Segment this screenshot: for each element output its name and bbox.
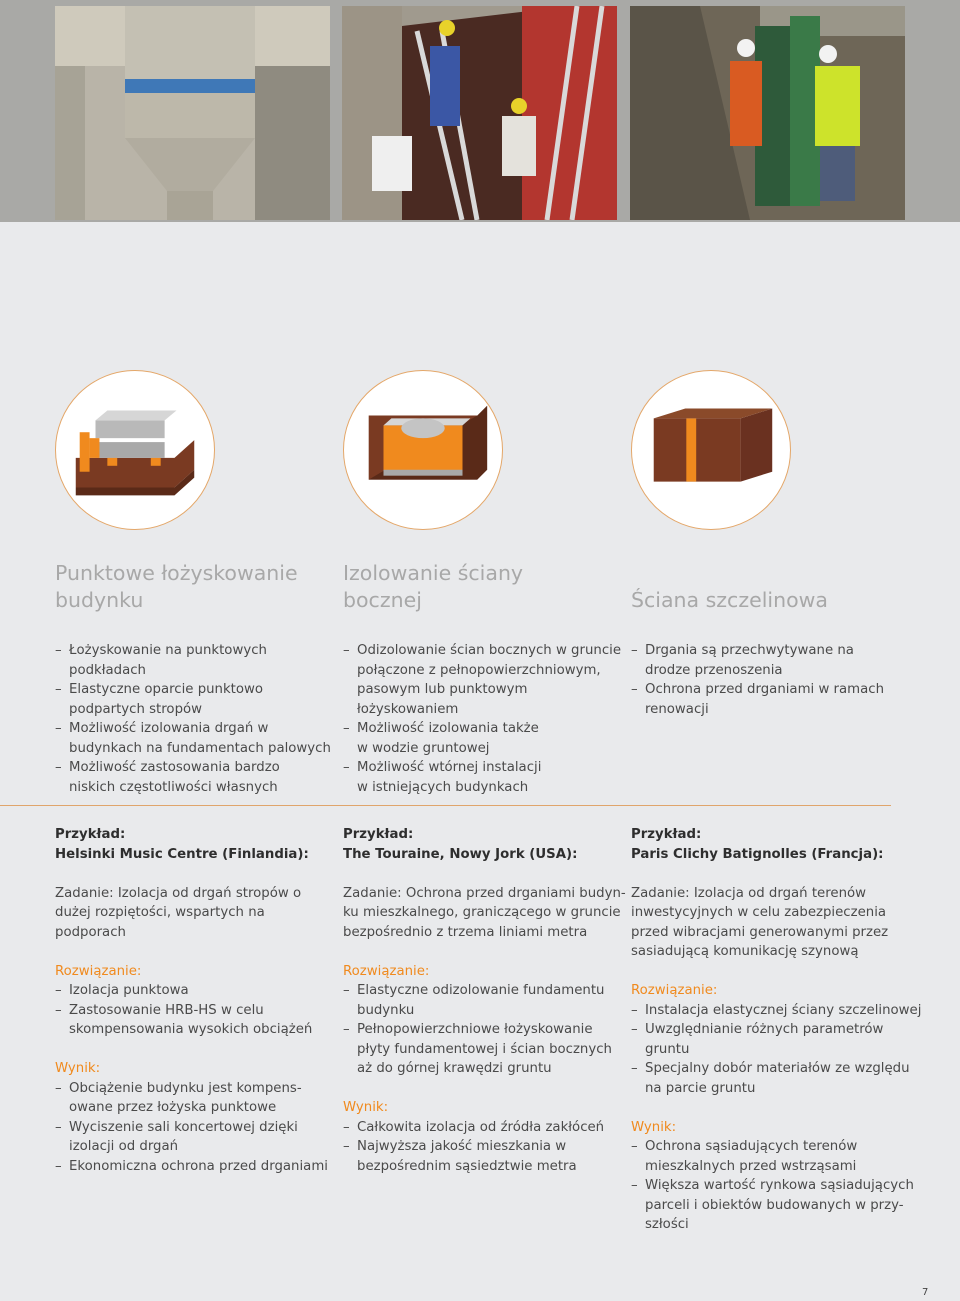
list-item: – Najwyższa jakość mieszkania w bezpośrednim sąsiedztwie metra: [343, 1137, 628, 1176]
column-side-wall: [343, 560, 628, 797]
list-item: – Ochrona przed drganiami w ramach renowacji: [631, 680, 916, 719]
page-number: 7: [922, 1287, 929, 1298]
example-helsinki: [55, 825, 340, 1176]
list-item: – Specjalny dobór materiałów ze względu na parcie gruntu: [631, 1059, 931, 1098]
list-item: – Odizolowanie ścian bocznych w gruncie połączone z pełnopowierzchniowym, pasowym lub punktowym łożyskowaniem: [343, 641, 628, 719]
example-label: Przykład:: [55, 827, 126, 842]
list-item: – Większa wartość rynkowa sąsiadujących parceli i obiektów budowanych w przy- szłości: [631, 1176, 931, 1235]
diagram-point-bearing: [55, 370, 215, 530]
column-heading: Punktowe łożyskowanie budynku: [55, 561, 298, 612]
solution-label: Rozwiązanie:: [631, 983, 718, 998]
photo-strip: [0, 0, 960, 222]
list-item: – Wyciszenie sali koncertowej dzięki izolacji od drgań: [55, 1118, 340, 1157]
list-item: – Obciążenie budynku jest kompens- owane przez łożyska punktowe: [55, 1079, 340, 1118]
result-list: [55, 1079, 340, 1177]
list-item: – Uwzględnianie różnych parametrów gruntu: [631, 1020, 931, 1059]
list-item: – Elastyczne oparcie punktowo podpartych stropów: [55, 680, 340, 719]
result-list: [343, 1118, 628, 1177]
example-title: The Touraine, Nowy Jork (USA):: [343, 846, 578, 862]
result-label: Wynik:: [55, 1061, 101, 1076]
diagram-slurry-wall: [631, 370, 791, 530]
diagram-side-wall: [343, 370, 503, 530]
example-label: Przykład:: [343, 827, 414, 842]
task-text: Zadanie: Izolacja od drgań stropów o dużej rozpiętości, wspartych na podporach: [55, 885, 302, 940]
example-title: Paris Clichy Batignolles (Francja):: [631, 846, 884, 862]
list-item: – Całkowita izolacja od źródła zakłóceń: [343, 1118, 628, 1138]
list-item: – Zastosowanie HRB-HS w celu skompensowania wysokich obciążeń: [55, 1001, 340, 1040]
list-item: – Łożyskowanie na punktowych podkładach: [55, 641, 340, 680]
result-label: Wynik:: [343, 1100, 389, 1115]
list-item: – Ochrona sąsiadujących terenów mieszkalnych przed wstrząsami: [631, 1137, 931, 1176]
column-heading: Ściana szczelinowa: [631, 588, 828, 612]
example-touraine: [343, 825, 628, 1176]
column-heading: Izolowanie ściany bocznej: [343, 561, 524, 612]
result-label: Wynik:: [631, 1119, 677, 1135]
column-point-bearing: [55, 560, 340, 797]
list-item: – Pełnopowierzchniowe łożyskowanie płyty fundamentowej i ścian bocznych aż do górnej krawędzi gruntu: [343, 1020, 628, 1079]
section-divider: [0, 805, 891, 806]
list-item: – Instalacja elastycznej ściany szczelinowej: [631, 1001, 931, 1021]
list-item: – Możliwość izolowania drgań w budynkach na fundamentach palowych: [55, 719, 340, 758]
list-item: – Możliwość wtórnej instalacji w istniejących budynkach: [343, 758, 628, 797]
solution-label: Rozwiązanie:: [55, 963, 142, 979]
task-text: Zadanie: Izolacja od drgań terenów inwestycyjnych w celu zabezpieczenia przed wibracjami generowanymi przez sasiadującą komunikację szynową: [631, 885, 889, 959]
example-title: Helsinki Music Centre (Finlandia):: [55, 846, 309, 862]
feature-list: [631, 641, 916, 719]
list-item: – Możliwość izolowania także w wodzie gruntowej: [343, 719, 628, 758]
solution-label: Rozwiązanie:: [343, 963, 430, 979]
result-list: [631, 1137, 931, 1235]
list-item: – Drgania są przechwytywane na drodze przenoszenia: [631, 641, 916, 680]
photo-slurry-wall-workers: [630, 6, 905, 220]
solution-list: [631, 1001, 931, 1099]
list-item: – Elastyczne odizolowanie fundamentu budynku: [343, 981, 628, 1020]
list-item: – Ekonomiczna ochrona przed drganiami: [55, 1157, 340, 1177]
list-item: – Możliwość zastosowania bardzo niskich częstotliwości własnych: [55, 758, 340, 797]
task-text: Zadanie: Ochrona przed drganiami budyn- ku mieszkalnego, graniczącego w gruncie bezpośrednio z trzema liniami metra: [343, 885, 626, 940]
example-label: Przykład:: [631, 827, 702, 842]
example-paris: [631, 825, 931, 1235]
photo-concrete-column: [55, 6, 330, 220]
feature-list: [55, 641, 340, 797]
feature-list: [343, 641, 628, 797]
solution-list: [55, 981, 340, 1040]
photo-wall-workers: [342, 6, 617, 220]
column-slurry-wall: [631, 560, 916, 719]
list-item: – Izolacja punktowa: [55, 981, 340, 1001]
solution-list: [343, 981, 628, 1079]
